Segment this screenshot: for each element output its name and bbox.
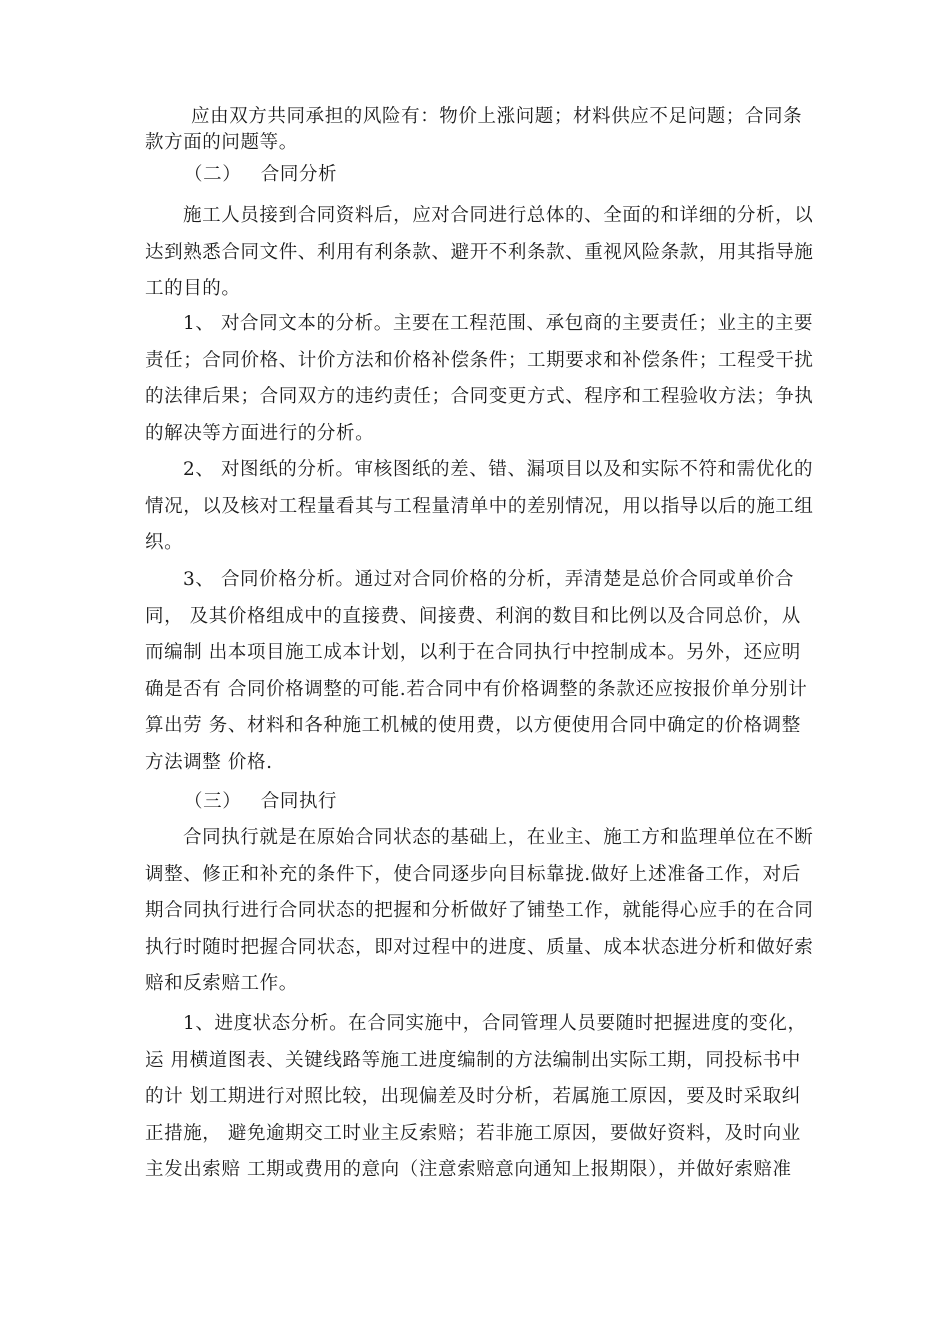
intro-paragraph (145, 104, 825, 156)
text-line: 3、 合同价格分析。通过对合同价格的分析，弄清楚是总价合同或单价合 (183, 569, 794, 590)
text-line: 的计 划工期进行对照比较，出现偏差及时分析，若属施工原因，要及时采取纠 (145, 1086, 801, 1107)
text-line: 责任；合同价格、计价方法和价格补偿条件；工期要求和补偿条件；工程受干扰 (145, 349, 814, 371)
text-line: 合同执行就是在原始合同状态的基础上，在业主、施工方和监理单位在不断 (183, 827, 814, 848)
text-line: 情况，以及核对工程量看其与工程量清单中的差别情况，用以指导以后的施工组 (145, 495, 814, 517)
text-line: 应由双方共同承担的风险有：物价上涨问题；材料供应不足问题；合同条 (191, 106, 803, 127)
text-line: 正措施， 避免逾期交工时业主反索赔；若非施工原因，要做好资料，及时向业 (145, 1122, 801, 1144)
paragraph-progress-analysis (145, 1006, 825, 1189)
text-line: 1、 对合同文本的分析。主要在工程范围、承包商的主要责任；业主的主要 (183, 313, 814, 334)
text-line: 工的目的。 (145, 278, 241, 299)
text-line: 调整、修正和补充的条件下，使合同逐步向目标靠拢.做好上述准备工作，对后 (145, 863, 801, 885)
text-line: 织。 (145, 532, 184, 553)
text-line: 2、 对图纸的分析。审核图纸的差、错、漏项目以及和实际不符和需优化的 (183, 459, 814, 480)
text-line: 方法调整 价格. (145, 751, 273, 773)
text-line: 1、进度状态分析。在合同实施中，合同管理人员要随时把握进度的变化， (183, 1013, 807, 1034)
text-line: 算出劳 务、材料和各种施工机械的使用费，以方便使用合同中确定的价格调整 (145, 715, 801, 736)
text-line: 主发出索赔 工期或费用的意向（注意索赔意向通知上报期限），并做好索赔准 (145, 1159, 792, 1180)
text-line: 而编制 出本项目施工成本计划，以利于在合同执行中控制成本。另外，还应明 (145, 642, 801, 663)
text-line: 达到熟悉合同文件、利用有利条款、避开不利条款、重视风险条款，用其指导施 (145, 241, 814, 263)
text-line: 款方面的问题等。 (145, 132, 298, 153)
paragraph-contract-execution-intro (145, 820, 825, 1003)
text-line: 施工人员接到合同资料后，应对合同进行总体的、全面的和详细的分析，以 (183, 205, 814, 226)
paragraph-contract-price-analysis (145, 562, 825, 781)
text-line: 赔和反索赔工作。 (145, 973, 298, 994)
text-line: 运 用横道图表、关键线路等施工进度编制的方法编制出实际工期，同投标书中 (145, 1049, 801, 1071)
section-heading-contract-analysis: （二） 合同分析 (184, 164, 338, 185)
text-line: 同， 及其价格组成中的直接费、间接费、利润的数目和比例以及合同总价，从 (145, 605, 801, 627)
paragraph-drawing-analysis (145, 452, 825, 562)
text-line: 期合同执行进行合同状态的把握和分析做好了铺垫工作，就能得心应手的在合同 (145, 900, 814, 921)
text-line: 执行时随时把握合同状态，即对过程中的进度、质量、成本状态进分析和做好索 (145, 936, 814, 958)
paragraph-contract-analysis-intro (145, 198, 825, 308)
text-line: 确是否有 合同价格调整的可能.若合同中有价格调整的条款还应按报价单分别计 (145, 678, 808, 700)
text-line: 的法律后果；合同双方的违约责任；合同变更方式、程序和工程验收方法；争执 (145, 386, 814, 407)
section-heading-contract-execution: （三） 合同执行 (184, 791, 338, 812)
text-line: 的解决等方面进行的分析。 (145, 422, 375, 444)
paragraph-contract-text-analysis (145, 306, 825, 452)
